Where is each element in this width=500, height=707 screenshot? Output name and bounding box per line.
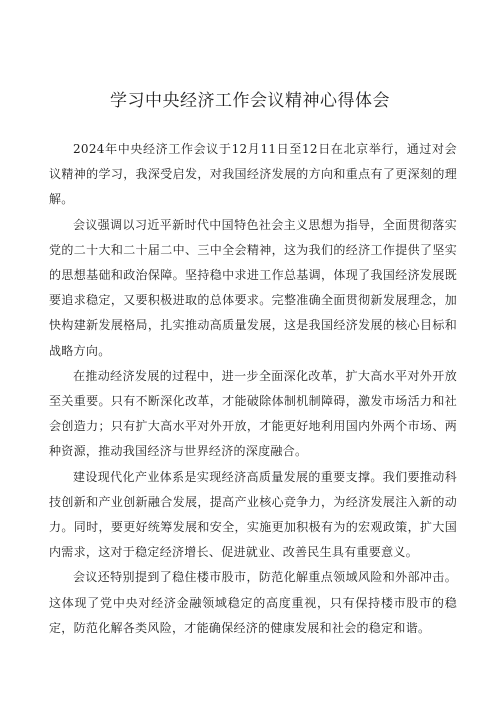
paragraph: 会议还特别提到了稳住楼市股市，防范化解重点领域风险和外部冲击。这体现了党中央对经济金融领域稳定的高度重视，只有保持楼市股市的稳定，防范化解各类风险，才能确保经济的健康发展和社会的稳定和谐。 [49,570,457,635]
paragraph: 2024年中央经济工作会议于12月11日至12日在北京举行，通过对会议精神的学习，我深受启发，对我国经济发展的方向和重点有了更深刻的理解。 [49,142,457,207]
document-body [49,137,457,641]
paragraph: 建设现代化产业体系是实现经济高质量发展的重要支撑。我们要推动科技创新和产业创新融合发展，提高产业核心竞争力，为经济发展注入新的动力。同时，要更好统筹发展和安全，实施更加积极有为的宏观政策，扩大国内需求，这对于稳定经济增长、促进就业、改善民生具有重要意义。 [49,469,457,560]
paragraph: 会议强调以习近平新时代中国特色社会主义思想为指导，全面贯彻落实党的二十大和二十届二中、三中全会精神，这为我们的经济工作提供了坚实的思想基础和政治保障。坚持稳中求进工作总基调，体现了我国经济发展既要追求稳定，又要积极进取的总体要求。完整准确全面贯彻新发展理念，加快构建新发展格局，扎实推动高质量发展，这是我国经济发展的核心目标和战略方向。 [49,217,457,358]
paragraph: 在推动经济发展的过程中，进一步全面深化改革，扩大高水平对外开放至关重要。只有不断深化改革，才能破除体制机制障碍，激发市场活力和社会创造力；只有扩大高水平对外开放，才能更好地利用国内外两个市场、两种资源，推动我国经济与世界经济的深度融合。 [49,368,457,459]
document-title: 学习中央经济工作会议精神心得体会 [110,91,390,111]
